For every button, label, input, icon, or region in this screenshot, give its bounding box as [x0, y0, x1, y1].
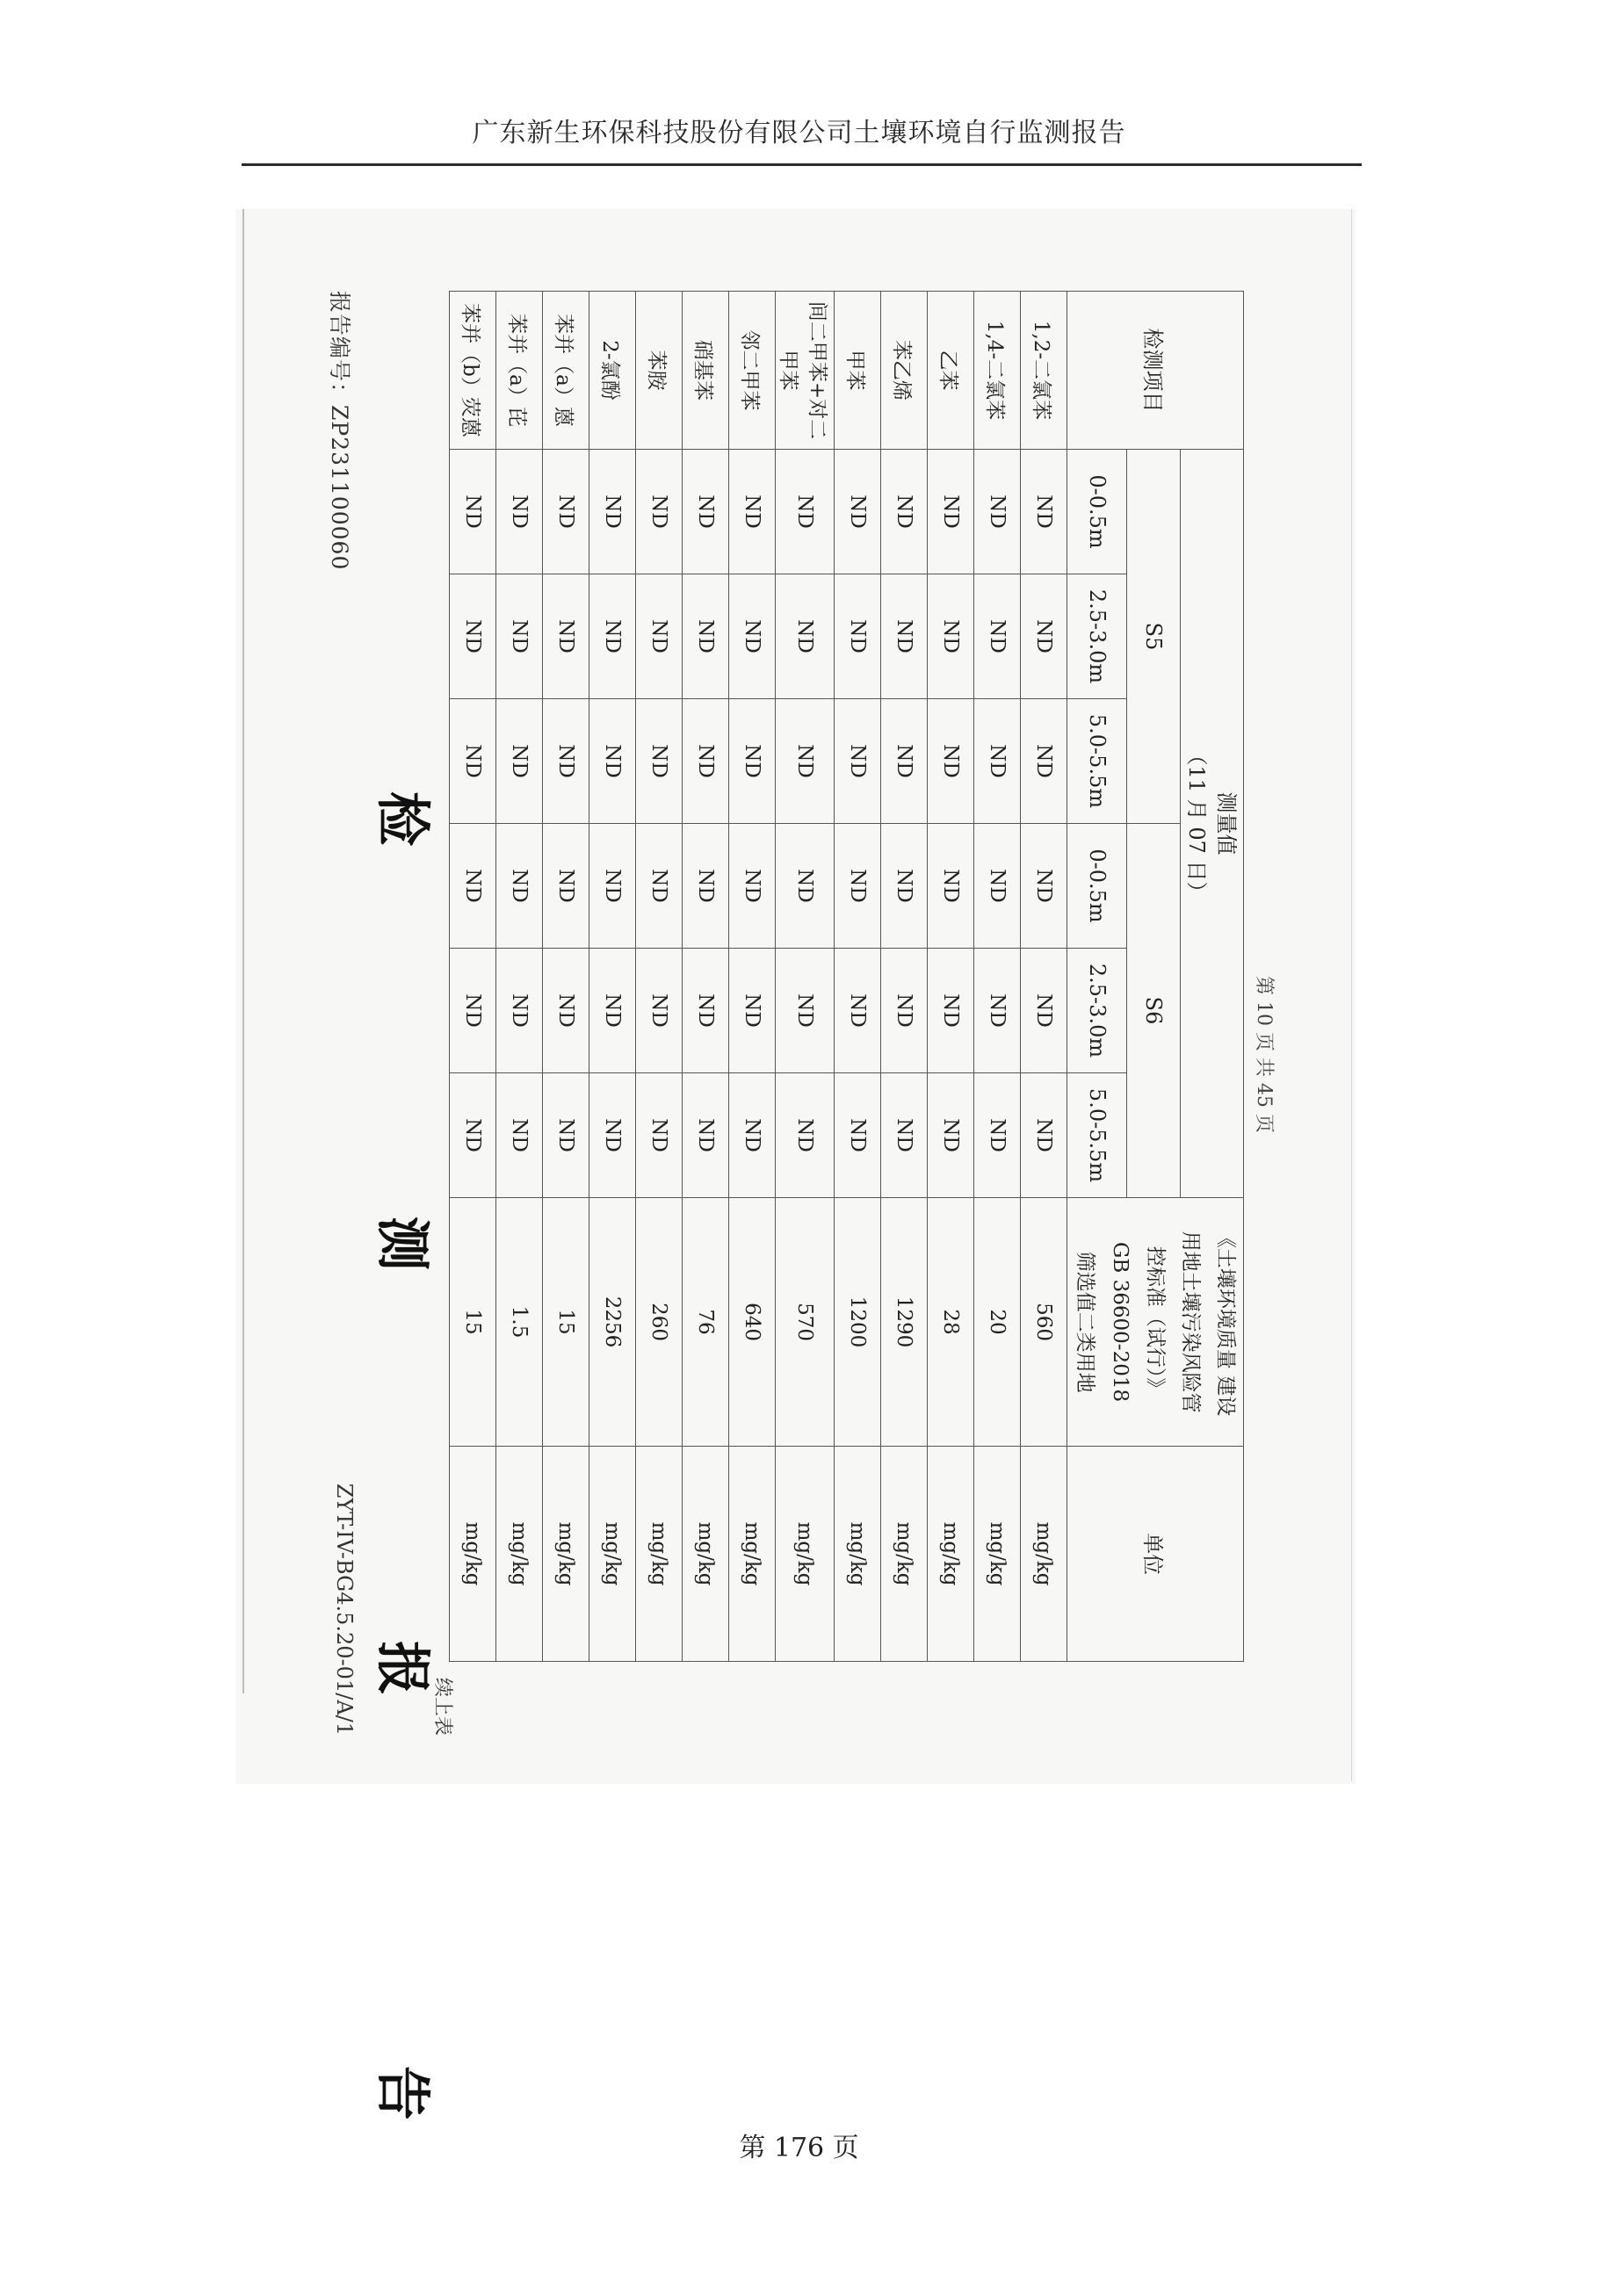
standard-header-line: 《土壤环境质量 建设 [1214, 1227, 1237, 1417]
item-cell: 苯乙烯 [881, 292, 928, 450]
value-cell: ND [729, 949, 776, 1073]
value-cell: ND [835, 699, 881, 824]
value-cell: ND [636, 949, 683, 1073]
value-cell: ND [636, 574, 683, 699]
depth-header: 0-0.5m [1067, 450, 1127, 574]
value-cell: ND [496, 574, 543, 699]
value-cell: ND [683, 824, 729, 949]
value-cell: ND [543, 574, 589, 699]
value-cell: ND [974, 574, 1021, 699]
table-row [1021, 292, 1067, 1662]
standard-header-line: 筛选值二类用地 [1074, 1251, 1096, 1393]
date-label: （11 月 07 日） [1184, 744, 1210, 903]
value-cell: ND [835, 1073, 881, 1198]
standard-cell: 570 [776, 1198, 835, 1447]
value-cell: ND [776, 1073, 835, 1198]
unit-cell: mg/kg [683, 1447, 729, 1662]
standard-cell: 2256 [589, 1198, 636, 1447]
table-row [974, 292, 1021, 1662]
value-cell: ND [776, 450, 835, 574]
value-cell: ND [974, 1073, 1021, 1198]
value-cell: ND [881, 824, 928, 949]
depth-header: 0-0.5m [1067, 824, 1127, 949]
standard-cell: 260 [636, 1198, 683, 1447]
unit-cell: mg/kg [496, 1447, 543, 1662]
table-row [543, 292, 589, 1662]
value-cell: ND [450, 699, 496, 824]
report-title: 检 测 报 告 [371, 791, 435, 2296]
value-cell: ND [636, 450, 683, 574]
value-cell: ND [974, 949, 1021, 1073]
item-cell: 硝基苯 [683, 292, 729, 450]
value-cell: ND [1021, 1073, 1067, 1198]
value-cell: ND [683, 1073, 729, 1198]
value-cell: ND [589, 699, 636, 824]
form-code: ZYT-IV-BG4.5.20-01/A/1 [332, 1483, 357, 1736]
value-cell: ND [589, 1073, 636, 1198]
item-cell: 苯胺 [636, 292, 683, 450]
measured-label: 测量值 [1214, 791, 1240, 856]
value-cell: ND [1021, 450, 1067, 574]
standard-cell: 15 [450, 1198, 496, 1447]
value-cell: ND [450, 450, 496, 574]
value-cell: ND [683, 450, 729, 574]
standard-cell: 1290 [881, 1198, 928, 1447]
site-s6: S6 [1127, 824, 1181, 1198]
value-cell: ND [589, 949, 636, 1073]
value-cell: ND [729, 450, 776, 574]
standard-cell: 1.5 [496, 1198, 543, 1447]
standard-cell: 560 [1021, 1198, 1067, 1447]
standard-cell: 28 [928, 1198, 974, 1447]
value-cell: ND [543, 699, 589, 824]
item-cell: 2-氯酚 [589, 292, 636, 450]
unit-cell: mg/kg [450, 1447, 496, 1662]
unit-cell: mg/kg [589, 1447, 636, 1662]
standard-cell: 15 [543, 1198, 589, 1447]
table-row [835, 292, 881, 1662]
value-cell: ND [636, 1073, 683, 1198]
value-cell: ND [928, 1073, 974, 1198]
value-cell: ND [928, 699, 974, 824]
unit-cell: mg/kg [729, 1447, 776, 1662]
unit-header: 单位 [1067, 1447, 1244, 1662]
unit-cell: mg/kg [881, 1447, 928, 1662]
table-row [776, 292, 835, 1662]
value-cell: ND [450, 574, 496, 699]
item-cell: 乙苯 [928, 292, 974, 450]
standard-header-line: 控标准（试行）》 [1144, 1245, 1167, 1398]
value-cell: ND [881, 699, 928, 824]
value-cell: ND [1021, 824, 1067, 949]
table-row [881, 292, 928, 1662]
value-cell: ND [450, 1073, 496, 1198]
table-row [450, 292, 496, 1662]
table-row [683, 292, 729, 1662]
value-cell: ND [881, 1073, 928, 1198]
unit-cell: mg/kg [928, 1447, 974, 1662]
value-cell: ND [683, 574, 729, 699]
value-cell: ND [496, 949, 543, 1073]
standard-cell: 76 [683, 1198, 729, 1447]
sheet-page-number: 第 10 页 共 45 页 [1253, 976, 1275, 1133]
table-row [636, 292, 683, 1662]
depth-header: 5.0-5.5m [1067, 699, 1127, 824]
standard-cell: 1200 [835, 1198, 881, 1447]
value-cell: ND [543, 824, 589, 949]
table-row [589, 292, 636, 1662]
value-cell: ND [835, 949, 881, 1073]
value-cell: ND [589, 574, 636, 699]
header-divider [242, 163, 1362, 166]
item-cell: 间二甲苯+对二甲苯 [776, 292, 835, 450]
value-cell: ND [683, 699, 729, 824]
value-cell: ND [496, 1073, 543, 1198]
value-cell: ND [776, 824, 835, 949]
value-cell: ND [450, 949, 496, 1073]
value-cell: ND [776, 574, 835, 699]
value-cell: ND [1021, 699, 1067, 824]
item-cell: 1,2-二氯苯 [1021, 292, 1067, 450]
unit-cell: mg/kg [776, 1447, 835, 1662]
item-cell: 甲苯 [835, 292, 881, 450]
value-cell: ND [543, 450, 589, 574]
value-cell: ND [636, 699, 683, 824]
standard-cell: 640 [729, 1198, 776, 1447]
value-cell: ND [1021, 574, 1067, 699]
depth-header: 2.5-3.0m [1067, 949, 1127, 1073]
value-cell: ND [928, 949, 974, 1073]
value-cell: ND [683, 949, 729, 1073]
item-cell: 苯并（a）蒽 [543, 292, 589, 450]
item-cell: 苯并（a）芘 [496, 292, 543, 450]
unit-cell: mg/kg [636, 1447, 683, 1662]
value-cell: ND [835, 824, 881, 949]
standard-header-line: 用地土壤污染风险管 [1179, 1231, 1202, 1413]
report-number: 报告编号：ZP231100060 [327, 291, 352, 571]
item-cell: 1,4-二氯苯 [974, 292, 1021, 450]
table-row [496, 292, 543, 1662]
value-cell: ND [496, 824, 543, 949]
item-header: 检测项目 [1067, 292, 1244, 450]
item-cell: 苯并（b）荧蒽 [450, 292, 496, 450]
value-cell: ND [1021, 949, 1067, 1073]
value-cell: ND [636, 824, 683, 949]
unit-cell: mg/kg [543, 1447, 589, 1662]
value-cell: ND [729, 1073, 776, 1198]
page-header: 广东新生环保科技股份有限公司土壤环境自行监测报告 [472, 118, 1126, 148]
value-cell: ND [589, 824, 636, 949]
site-s5: S5 [1127, 450, 1181, 824]
value-cell: ND [450, 824, 496, 949]
value-cell: ND [776, 699, 835, 824]
value-cell: ND [835, 574, 881, 699]
item-cell: 邻二甲苯 [729, 292, 776, 450]
value-cell: ND [776, 949, 835, 1073]
table-row [928, 292, 974, 1662]
value-cell: ND [928, 824, 974, 949]
depth-header: 5.0-5.5m [1067, 1073, 1127, 1198]
standard-cell: 20 [974, 1198, 1021, 1447]
standard-header-line: GB 36600-2018 [1109, 1242, 1132, 1403]
value-cell: ND [496, 699, 543, 824]
value-cell: ND [543, 1073, 589, 1198]
measured-header [1180, 450, 1243, 1198]
value-cell: ND [835, 450, 881, 574]
unit-cell: mg/kg [974, 1447, 1021, 1662]
value-cell: ND [974, 450, 1021, 574]
page-footer: 第 176 页 [739, 2133, 859, 2163]
value-cell: ND [729, 824, 776, 949]
value-cell: ND [543, 949, 589, 1073]
value-cell: ND [928, 574, 974, 699]
unit-cell: mg/kg [835, 1447, 881, 1662]
value-cell: ND [881, 949, 928, 1073]
value-cell: ND [496, 450, 543, 574]
value-cell: ND [729, 574, 776, 699]
depth-header: 2.5-3.0m [1067, 574, 1127, 699]
value-cell: ND [974, 824, 1021, 949]
value-cell: ND [881, 574, 928, 699]
results-table [449, 291, 1244, 1662]
value-cell: ND [881, 450, 928, 574]
table-row [729, 292, 776, 1662]
value-cell: ND [928, 450, 974, 574]
value-cell: ND [589, 450, 636, 574]
unit-cell: mg/kg [1021, 1447, 1067, 1662]
value-cell: ND [974, 699, 1021, 824]
value-cell: ND [729, 699, 776, 824]
continued-label: 续上表 [431, 1677, 453, 1736]
standard-header [1067, 1198, 1244, 1447]
scan-left-edge [242, 209, 244, 1693]
scan-right-edge [1351, 209, 1352, 1781]
